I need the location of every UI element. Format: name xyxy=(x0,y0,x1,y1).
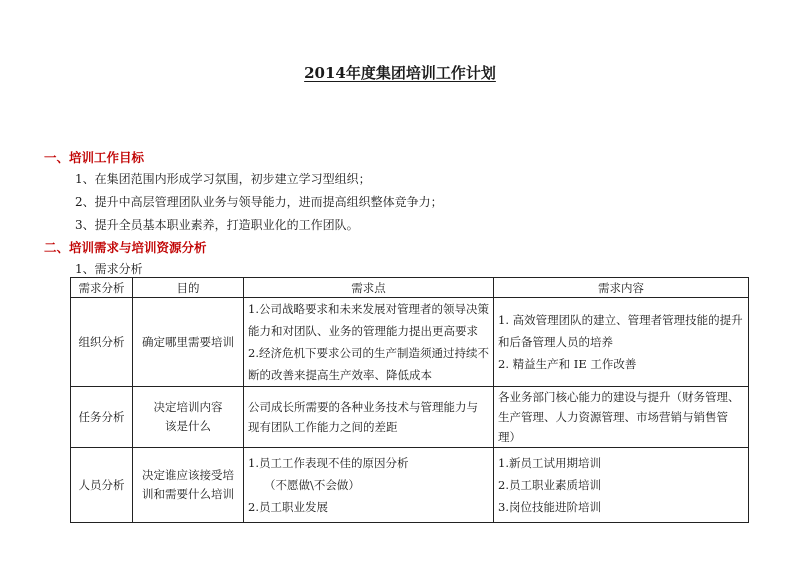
content-line: 2.员工职业素质培训 xyxy=(498,478,601,492)
point-line: 1.员工工作表现不佳的原因分析 xyxy=(248,456,409,470)
header-cell: 需求分析 xyxy=(71,278,133,298)
content-cell xyxy=(494,298,749,387)
content-line: 3.岗位技能进阶培训 xyxy=(498,500,601,514)
point-line: 公司成长所需要的各种业务技术与管理能力与现有团队工作能力之间的差距 xyxy=(248,400,478,434)
content-cell xyxy=(494,387,749,448)
document-title: 2014年度集团培训工作计划 xyxy=(304,64,496,82)
point-line: 2.经济危机下要求公司的生产制造须通过持续不断的改善来提高生产效率、降低成本 xyxy=(248,346,489,382)
purpose-cell: 决定培训内容该是什么 xyxy=(133,387,244,448)
content-line: 各业务部门核心能力的建设与提升（财务管理、生产管理、人力资源管理、市场营销与销售管理） xyxy=(498,390,740,444)
points-cell xyxy=(244,448,494,523)
table-header-row xyxy=(71,278,749,298)
table-row xyxy=(71,298,749,387)
category-cell: 人员分析 xyxy=(71,448,133,523)
goal-item: 2、提升中高层管理团队业务与领导能力，进而提高组织整体竞争力； xyxy=(75,195,443,209)
header-cell: 需求点 xyxy=(244,278,494,298)
point-line: （不愿做\不会做） xyxy=(264,478,360,492)
goal-item: 1、在集团范围内形成学习氛围，初步建立学习型组织； xyxy=(75,172,371,186)
section-heading-goals: 一、培训工作目标 xyxy=(44,150,145,165)
header-cell: 需求内容 xyxy=(494,278,749,298)
points-cell xyxy=(244,298,494,387)
point-line: 2.员工职业发展 xyxy=(248,500,328,514)
category-cell: 组织分析 xyxy=(71,298,133,387)
points-cell xyxy=(244,387,494,448)
content-line: 2. 精益生产和 IE 工作改善 xyxy=(498,357,637,371)
section-heading-needs: 二、培训需求与培训资源分析 xyxy=(44,240,207,255)
needs-analysis-table xyxy=(70,277,749,523)
table-row xyxy=(71,448,749,523)
content-line: 1.新员工试用期培训 xyxy=(498,456,601,470)
goal-item: 3、提升全员基本职业素养，打造职业化的工作团队。 xyxy=(75,218,359,232)
purpose-cell: 决定谁应该接受培训和需要什么培训 xyxy=(133,448,244,523)
purpose-cell: 确定哪里需要培训 xyxy=(133,298,244,387)
content-line: 1. 高效管理团队的建立、管理者管理技能的提升和后备管理人员的培养 xyxy=(498,313,743,349)
content-cell xyxy=(494,448,749,523)
category-cell: 任务分析 xyxy=(71,387,133,448)
table-row xyxy=(71,387,749,448)
header-cell: 目的 xyxy=(133,278,244,298)
point-line: 1.公司战略要求和未来发展对管理者的领导决策能力和对团队、业务的管理能力提出更高要求 xyxy=(248,302,489,338)
subsection-heading: 1、需求分析 xyxy=(75,262,143,276)
